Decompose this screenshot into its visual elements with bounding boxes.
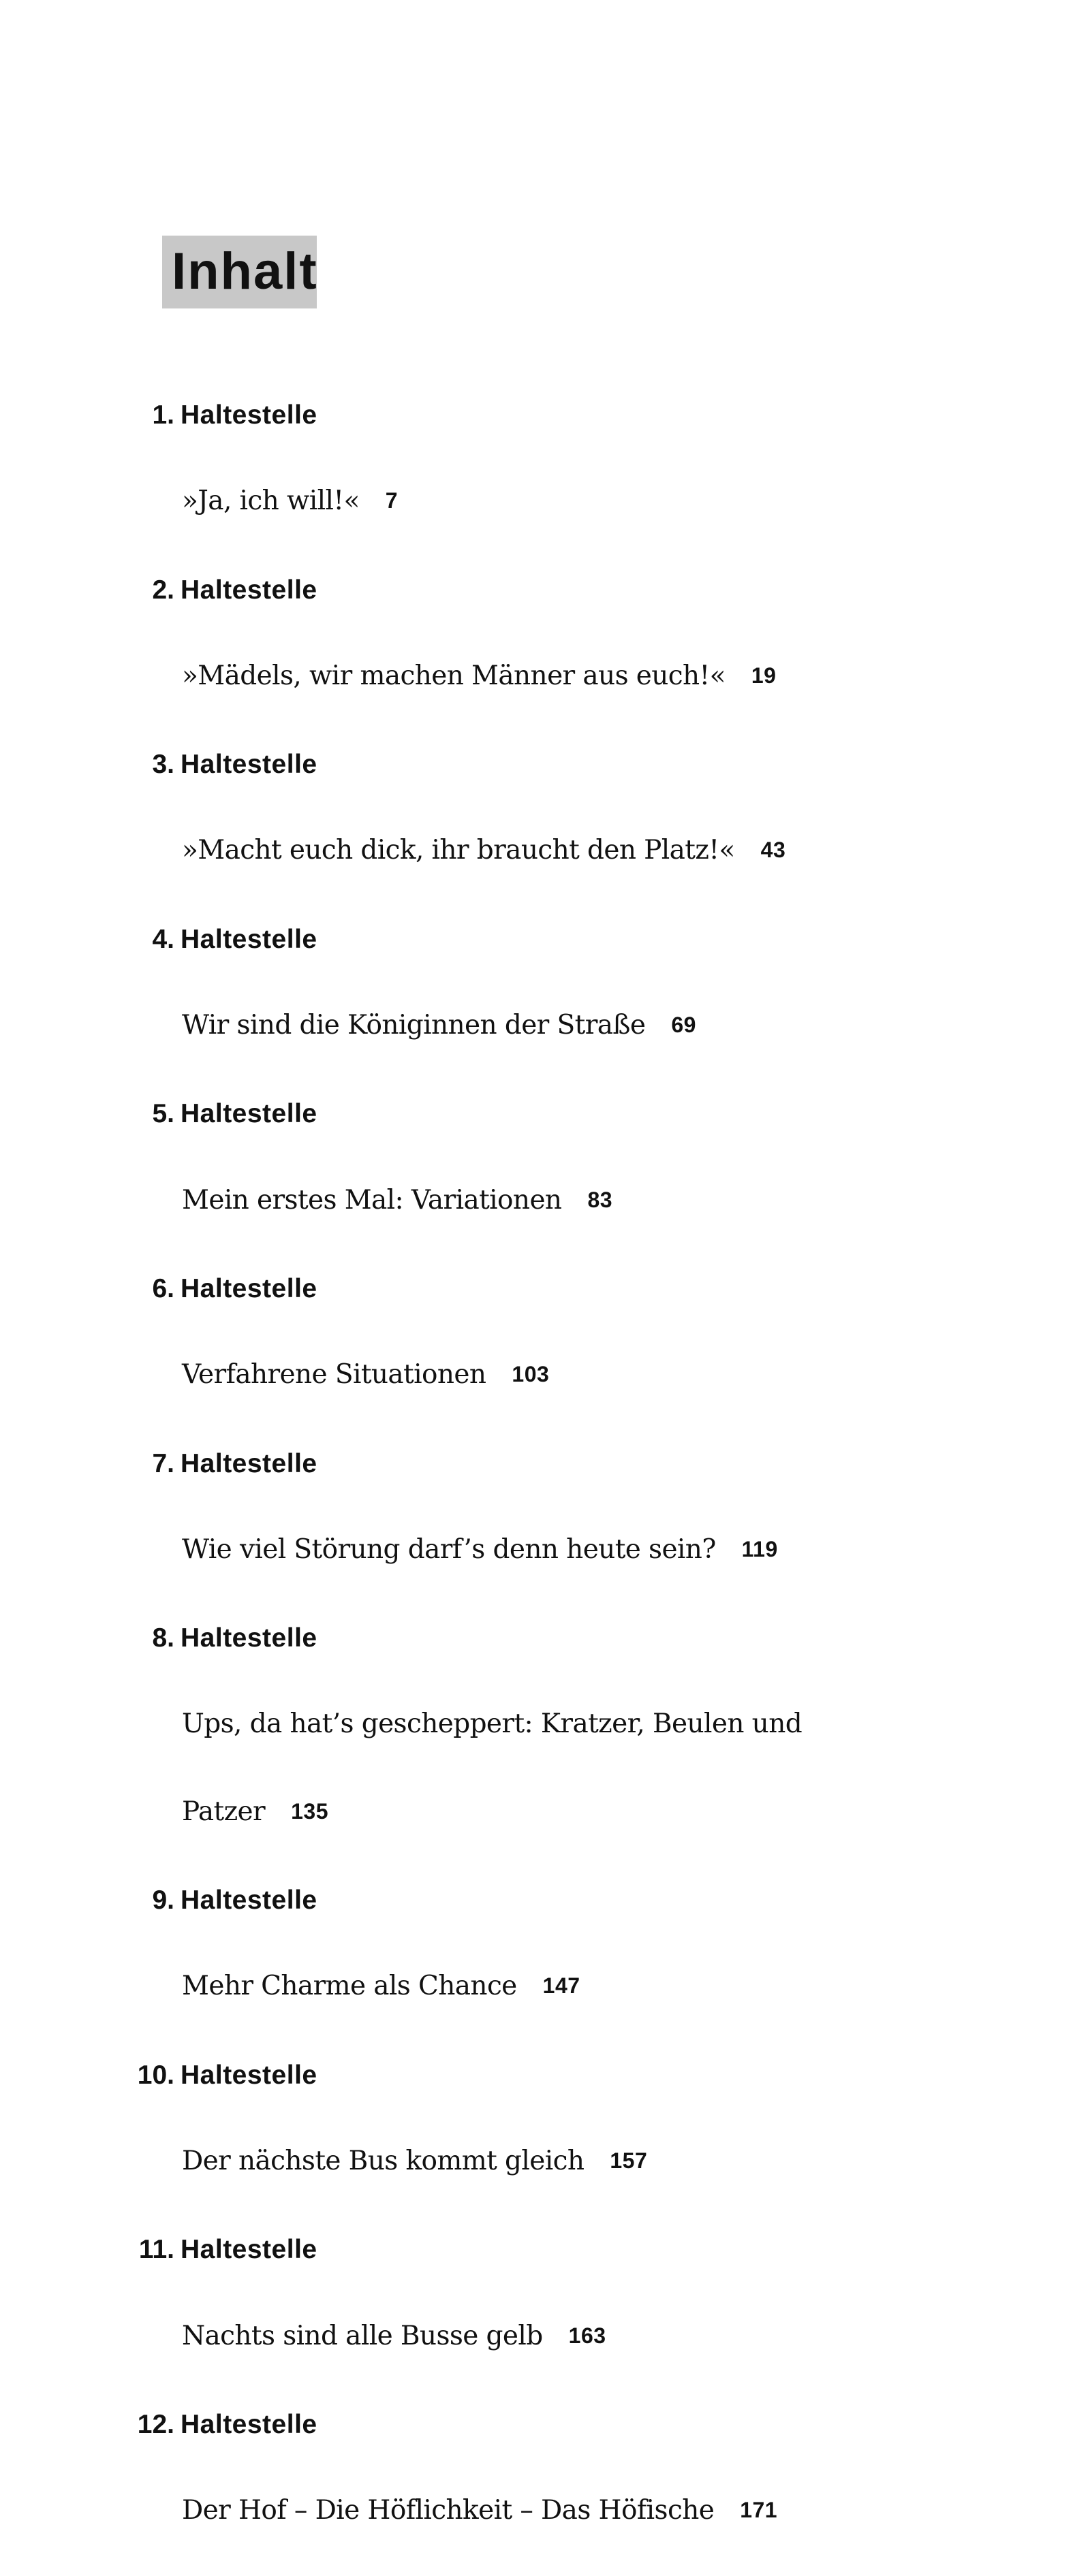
- toc-entry[interactable]: [0, 1528, 1090, 1615]
- chapter-number: 10.: [137, 2060, 174, 2090]
- toc-entry[interactable]: [0, 654, 1090, 742]
- toc-entry[interactable]: [0, 2140, 1090, 2227]
- toc-entry[interactable]: [0, 1965, 1090, 2052]
- entry-title: Wir sind die Königinnen der Straße: [182, 1010, 646, 1041]
- chapter-number: 5.: [152, 1099, 174, 1129]
- chapter-heading: [0, 2052, 1090, 2140]
- chapter-heading: [0, 1441, 1090, 1528]
- entry-page-number: 163: [568, 2323, 606, 2348]
- entry-title-continuation: Patzer: [182, 1796, 266, 1827]
- entry-title: Mein erstes Mal: Variationen: [182, 1184, 562, 1215]
- entry-page-number: 83: [587, 1187, 613, 1212]
- chapter-label: Haltestelle: [181, 750, 317, 780]
- entry-page-number: 7: [385, 488, 399, 513]
- entry-page-number: 119: [741, 1536, 778, 1561]
- entry-title: Der nächste Bus kommt gleich: [182, 2145, 585, 2176]
- entry-page-number: 135: [291, 1798, 328, 1824]
- chapter-heading: [0, 1266, 1090, 1353]
- toc-entry[interactable]: [0, 1179, 1090, 1266]
- entry-page-number: 43: [760, 838, 786, 863]
- entry-title: Wie viel Störung darf’s denn heute sein?: [182, 1533, 716, 1565]
- chapter-label: Haltestelle: [181, 2409, 317, 2439]
- entry-title: »Macht euch dick, ihr braucht den Platz!«: [182, 835, 735, 866]
- chapter-number: 3.: [152, 750, 174, 780]
- entry-page-number: 157: [610, 2148, 648, 2173]
- chapter-label: Haltestelle: [181, 924, 317, 954]
- entry-page-number: 147: [542, 1973, 580, 1999]
- chapter-label: Haltestelle: [181, 1099, 317, 1129]
- chapter-number: 4.: [152, 924, 174, 954]
- toc-entry[interactable]: [0, 1004, 1090, 1091]
- chapter-label: Haltestelle: [181, 1448, 317, 1478]
- toc-entry[interactable]: [0, 479, 1090, 567]
- table-of-contents: [0, 392, 1090, 2576]
- chapter-number: 11.: [138, 2235, 174, 2265]
- chapter-number: 9.: [152, 1886, 174, 1915]
- chapter-label: Haltestelle: [181, 575, 317, 605]
- entry-title: Verfahrene Situationen: [182, 1359, 486, 1390]
- entry-title: Der Hof – Die Höflichkeit – Das Höfische: [182, 2495, 715, 2526]
- chapter-number: 7.: [152, 1448, 174, 1478]
- chapter-heading: [0, 2402, 1090, 2489]
- chapter-number: 1.: [152, 400, 174, 430]
- chapter-heading: [0, 1877, 1090, 1965]
- chapter-heading: [0, 1091, 1090, 1178]
- chapter-number: 6.: [152, 1273, 174, 1303]
- entry-page-number: 171: [740, 2498, 778, 2523]
- chapter-label: Haltestelle: [181, 1273, 317, 1303]
- chapter-number: 2.: [152, 575, 174, 605]
- chapter-heading: [0, 567, 1090, 654]
- chapter-number: 8.: [152, 1623, 174, 1653]
- toc-entry[interactable]: [0, 1353, 1090, 1440]
- entry-page-number: 103: [512, 1362, 550, 1387]
- chapter-heading: [0, 1615, 1090, 1702]
- chapter-label: Haltestelle: [181, 2060, 317, 2090]
- chapter-label: Haltestelle: [181, 1623, 317, 1653]
- chapter-heading: [0, 392, 1090, 479]
- entry-title: Mehr Charme als Chance: [182, 1971, 517, 2002]
- chapter-label: Haltestelle: [181, 400, 317, 430]
- chapter-label: Haltestelle: [181, 1886, 317, 1915]
- toc-entry[interactable]: [0, 1702, 1090, 1790]
- chapter-label: Haltestelle: [181, 2235, 317, 2265]
- entry-page-number: 19: [751, 663, 777, 688]
- chapter-number: 12.: [137, 2409, 174, 2439]
- page-title: Inhalt: [172, 242, 318, 300]
- entry-page-number: 69: [671, 1013, 696, 1038]
- page-title-box: [162, 236, 317, 308]
- chapter-heading: [0, 2227, 1090, 2314]
- chapter-heading: [0, 917, 1090, 1004]
- toc-entry[interactable]: [0, 2315, 1090, 2402]
- entry-title: Nachts sind alle Busse gelb: [182, 2320, 543, 2351]
- toc-entry-continuation[interactable]: [0, 1790, 1090, 1877]
- entry-title: »Mädels, wir machen Männer aus euch!«: [182, 660, 726, 691]
- toc-entry[interactable]: [0, 2489, 1090, 2576]
- chapter-heading: [0, 742, 1090, 829]
- entry-title: »Ja, ich will!«: [182, 486, 360, 517]
- entry-title: Ups, da hat’s gescheppert: Kratzer, Beulen und: [182, 1708, 803, 1740]
- toc-entry[interactable]: [0, 829, 1090, 916]
